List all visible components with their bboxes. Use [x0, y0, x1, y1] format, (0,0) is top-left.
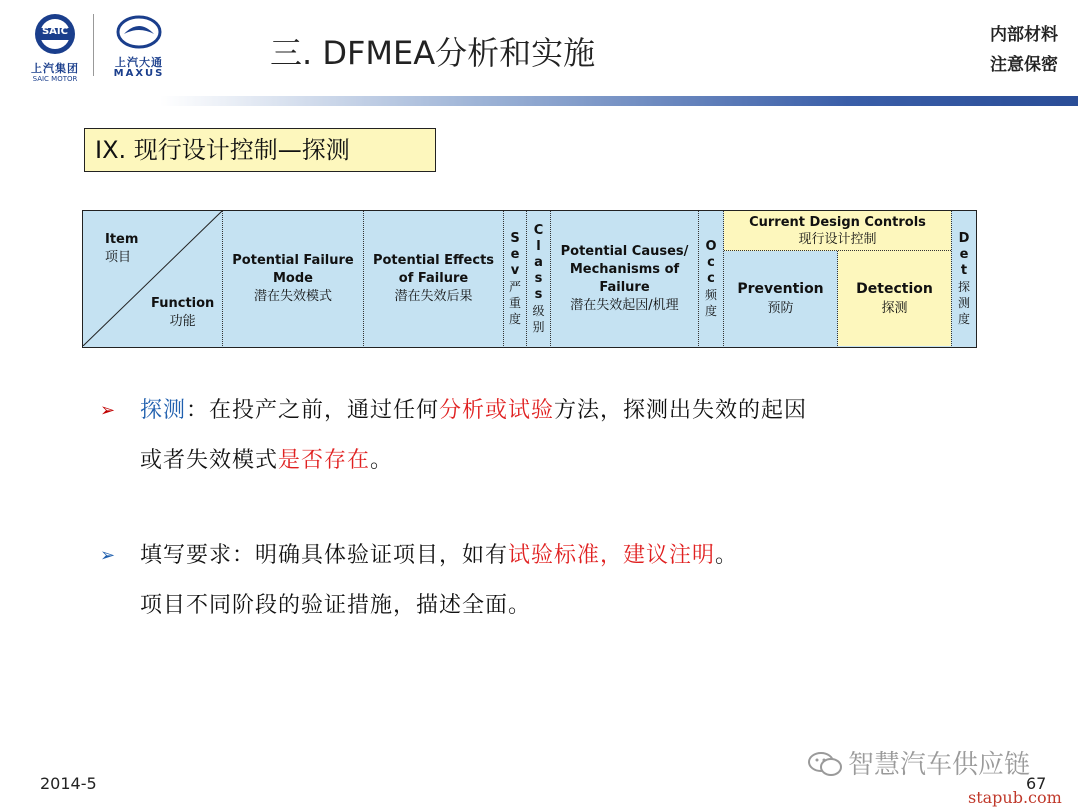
effects-en: Potential Effects of Failure: [372, 252, 495, 286]
occ-zh-char: 频: [704, 287, 717, 302]
saic-badge-text: SAIC: [41, 26, 68, 37]
highlight-analysis-test: 分析或试验: [439, 398, 555, 423]
occ-zh-char: 度: [704, 303, 717, 318]
maxus-emblem-icon: [116, 14, 162, 50]
occ-cell: [699, 211, 724, 346]
sev-char: S: [510, 230, 520, 246]
dfmea-table-header: [82, 210, 977, 348]
page-number: 67: [1026, 774, 1047, 793]
class-zh-char: 别: [532, 319, 545, 334]
class-char: s: [534, 286, 543, 302]
function-label-en: Function: [151, 296, 215, 311]
bullet-1-line-2: 或者失效模式是否存在。: [140, 448, 394, 473]
class-char: C: [533, 222, 544, 238]
item-label-en: Item: [105, 232, 139, 247]
maxus-cn-label: 上汽大通: [115, 56, 163, 69]
saic-logo: [22, 12, 88, 83]
confidential-line-1: 内部材料: [990, 25, 1058, 45]
failure-mode-en: Potential Failure Mode: [232, 252, 354, 286]
slide-title: 三. DFMEA分析和实施: [270, 34, 596, 72]
sev-char: e: [510, 246, 520, 262]
causes-zh: 潜在失效起因/机理: [570, 297, 679, 313]
sev-zh-char: 度: [508, 311, 521, 326]
maxus-logo: [104, 14, 174, 80]
wechat-watermark: [808, 744, 1030, 781]
bullet-1-line-1: 探测：在投产之前，通过任何分析或试验方法，探测出失效的起因: [140, 398, 808, 423]
causes-cell: [551, 211, 699, 346]
item-label-zh: 项目: [105, 250, 132, 265]
watermark-text: 智慧汽车供应链: [848, 750, 1031, 780]
item-function-cell: [83, 211, 223, 346]
current-design-controls-cell: [724, 211, 952, 346]
bullet-2-line-1: 填写要求：明确具体验证项目，如有试验标准，建议注明。: [140, 543, 739, 568]
confidential-label: [990, 20, 1058, 80]
header-gradient-rule: [160, 96, 1078, 106]
class-zh-char: 级: [532, 303, 545, 318]
site-watermark: stapub.com: [968, 788, 1062, 807]
class-char: a: [534, 254, 543, 270]
det-zh-char: 探: [957, 279, 970, 294]
det-cell: [952, 211, 976, 346]
det-zh-char: 度: [957, 311, 970, 326]
detection-cell: [838, 251, 951, 346]
maxus-en-label: MAXUS: [113, 68, 165, 79]
wechat-icon: [808, 751, 842, 777]
det-char: D: [958, 230, 970, 246]
cdc-en: Current Design Controls: [749, 215, 926, 230]
saic-cn-label: 上汽集团: [31, 62, 79, 75]
class-char: l: [536, 238, 541, 254]
occ-char: c: [707, 270, 715, 286]
det-char: e: [959, 246, 969, 262]
causes-en: Potential Causes/ Mechanisms of Failure: [560, 243, 689, 295]
function-label-zh: 功能: [169, 314, 196, 329]
bullet-2-line-2: 项目不同阶段的验证措施，描述全面。: [140, 593, 532, 618]
cdc-header: [724, 211, 951, 251]
highlight-test-standard: 试验标准，建议注明: [508, 543, 716, 568]
prevention-cell: [724, 251, 838, 346]
logo-divider: [93, 14, 94, 76]
occ-char: O: [705, 238, 717, 254]
cdc-zh: 现行设计控制: [798, 232, 877, 247]
failure-mode-zh: 潜在失效模式: [253, 288, 332, 304]
sev-char: v: [510, 262, 520, 278]
detection-zh: 探测: [881, 300, 908, 316]
prevention-en: Prevention: [737, 280, 824, 297]
bullet-arrow-icon: ➢: [100, 545, 116, 566]
bullet-arrow-icon: ➢: [100, 400, 116, 421]
detection-term: 探测: [140, 398, 187, 423]
prevention-zh: 预防: [767, 300, 794, 316]
section-title: IX. 现行设计控制—探测: [84, 128, 436, 172]
effects-cell: [364, 211, 504, 346]
detection-en: Detection: [856, 280, 933, 297]
footer-date: 2014-5: [40, 774, 97, 793]
class-cell: [527, 211, 551, 346]
sev-zh-char: 严: [508, 279, 521, 294]
highlight-exists: 是否存在: [278, 448, 371, 473]
sev-cell: [504, 211, 527, 346]
occ-char: c: [707, 254, 715, 270]
class-char: s: [534, 270, 543, 286]
confidential-line-2: 注意保密: [990, 55, 1058, 75]
det-zh-char: 测: [957, 295, 970, 310]
failure-mode-cell: [223, 211, 364, 346]
saic-en-label: SAIC MOTOR: [32, 75, 78, 83]
det-char: t: [960, 262, 968, 278]
sev-zh-char: 重: [508, 295, 521, 310]
effects-zh: 潜在失效后果: [394, 288, 473, 304]
